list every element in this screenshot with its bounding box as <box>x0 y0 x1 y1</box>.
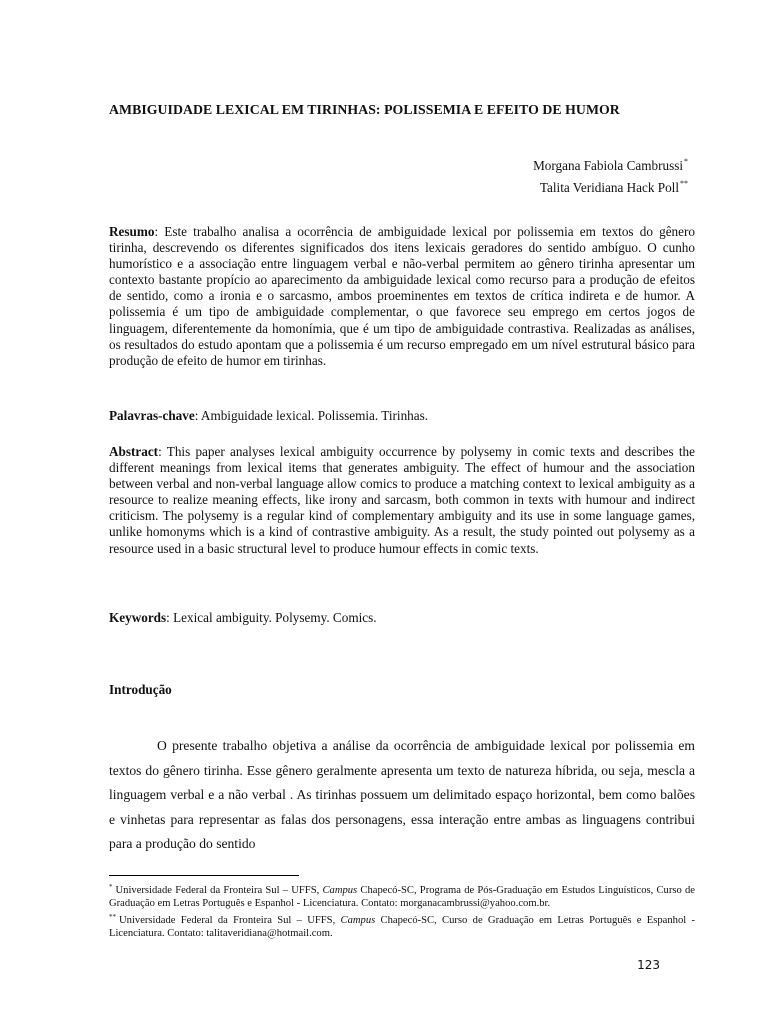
author-name: Talita Veridiana Hack Poll <box>539 180 679 195</box>
footnote-text-start: Universidade Federal da Fronteira Sul – UFFS, <box>115 885 323 896</box>
footnote-text-end: Chapecó-SC, Programa de Pós-Graduação em Estudos Linguísticos, Curso de Graduação em Letras Português e Espanhol - Licenciatura. Contato: morganacambrussi@yahoo.com.br. <box>109 885 695 909</box>
author-2 <box>533 175 688 197</box>
palavras-chave-label: Palavras-chave <box>109 408 195 423</box>
footnote-text-end: Chapecó-SC, Curso de Graduação em Letras Português e Espanhol - Licenciatura. Contato: talitaveridiana@hotmail.com. <box>109 915 695 939</box>
resumo-paragraph <box>109 224 695 369</box>
footnote-1 <box>109 881 695 910</box>
footnotes <box>109 881 695 941</box>
resumo-text: : Este trabalho analisa a ocorrência de ambiguidade lexical por polissemia em textos do gênero tirinha, descrevendo os diferentes significados dos itens lexicais geradores do sentido ambíguo. O cunho humorístico e a associação entre linguagem verbal e não-verbal permitem ao gênero tirinha apresentar um contexto bastante propício ao aparecimento da ambiguidade lexical como recurso para a produção de efeitos de sentido, como a ironia e o sarcasmo, ambos proeminentes em textos de crítica indireta e de humor. A polissemia é um tipo de ambiguidade complementar, o que favorece seu emprego em certos jogos de linguagem, diferentemente da homonímia, que é um tipo de ambiguidade contrastiva. Realizadas as análises, os resultados do estudo apontam que a polissemia é um recurso empregado em um nível estrutural básico para produção de efeito de humor em tirinhas. <box>109 224 695 368</box>
abstract-label: Abstract <box>109 444 159 459</box>
footnote-mark: * <box>109 883 113 891</box>
keywords-text: : Lexical ambiguity. Polysemy. Comics. <box>166 610 377 625</box>
abstract-text: : This paper analyses lexical ambiguity occurrence by polysemy in comic texts and describes the different meanings from lexical items that generates ambiguity. The effect of humour and the association between verbal and non-verbal language allow comics to produce a matching context to lexical ambiguity as a resource to realize meaning effects, like irony and sarcasm, both common in texts with humour and indirect criticism. The polysemy is a regular kind of complementary ambiguity and its use in some language games, unlike homonyms which is a kind of contrastive ambiguity. As a result, the study pointed out polysemy as a resource used in a basic structural level to produce humour effects in comic texts. <box>109 444 695 556</box>
footnote-italic: Campus <box>322 885 358 896</box>
keywords-paragraph <box>109 610 695 626</box>
footnote-italic: Campus <box>340 915 376 926</box>
author-1 <box>533 153 688 175</box>
author-list <box>533 153 688 197</box>
abstract-paragraph <box>109 444 695 557</box>
keywords-label: Keywords <box>109 610 167 625</box>
footnote-text-start: Universidade Federal da Fronteira Sul – UFFS, <box>119 915 341 926</box>
palavras-chave-text: : Ambiguidade lexical. Polissemia. Tirinhas. <box>194 408 429 423</box>
section-heading: Introdução <box>109 682 172 697</box>
author-footnote-mark: ** <box>680 179 688 188</box>
author-name: Morgana Fabiola Cambrussi <box>533 158 683 173</box>
resumo-label: Resumo <box>109 224 155 239</box>
author-footnote-mark: * <box>684 157 688 166</box>
palavras-chave-paragraph <box>109 408 695 424</box>
footnote-2 <box>109 911 695 940</box>
intro-paragraph: O presente trabalho objetiva a análise da ocorrência de ambiguidade lexical por polissemia em textos do gênero tirinha. Esse gênero geralmente apresenta um texto de natureza híbrida, ou seja, mescla a linguagem verbal e a não verbal . As tirinhas possuem um delimitado espaço horizontal, bem como balões e vinhetas para representar as falas dos personagens, essa interação entre ambas as linguagens contribui para a produção do sentido <box>109 738 695 852</box>
paper-title: AMBIGUIDADE LEXICAL EM TIRINHAS: POLISSEMIA E EFEITO DE HUMOR <box>109 102 620 117</box>
page-number: 123 <box>637 958 660 972</box>
footnote-mark: ** <box>109 913 116 921</box>
footnote-divider <box>109 875 299 876</box>
